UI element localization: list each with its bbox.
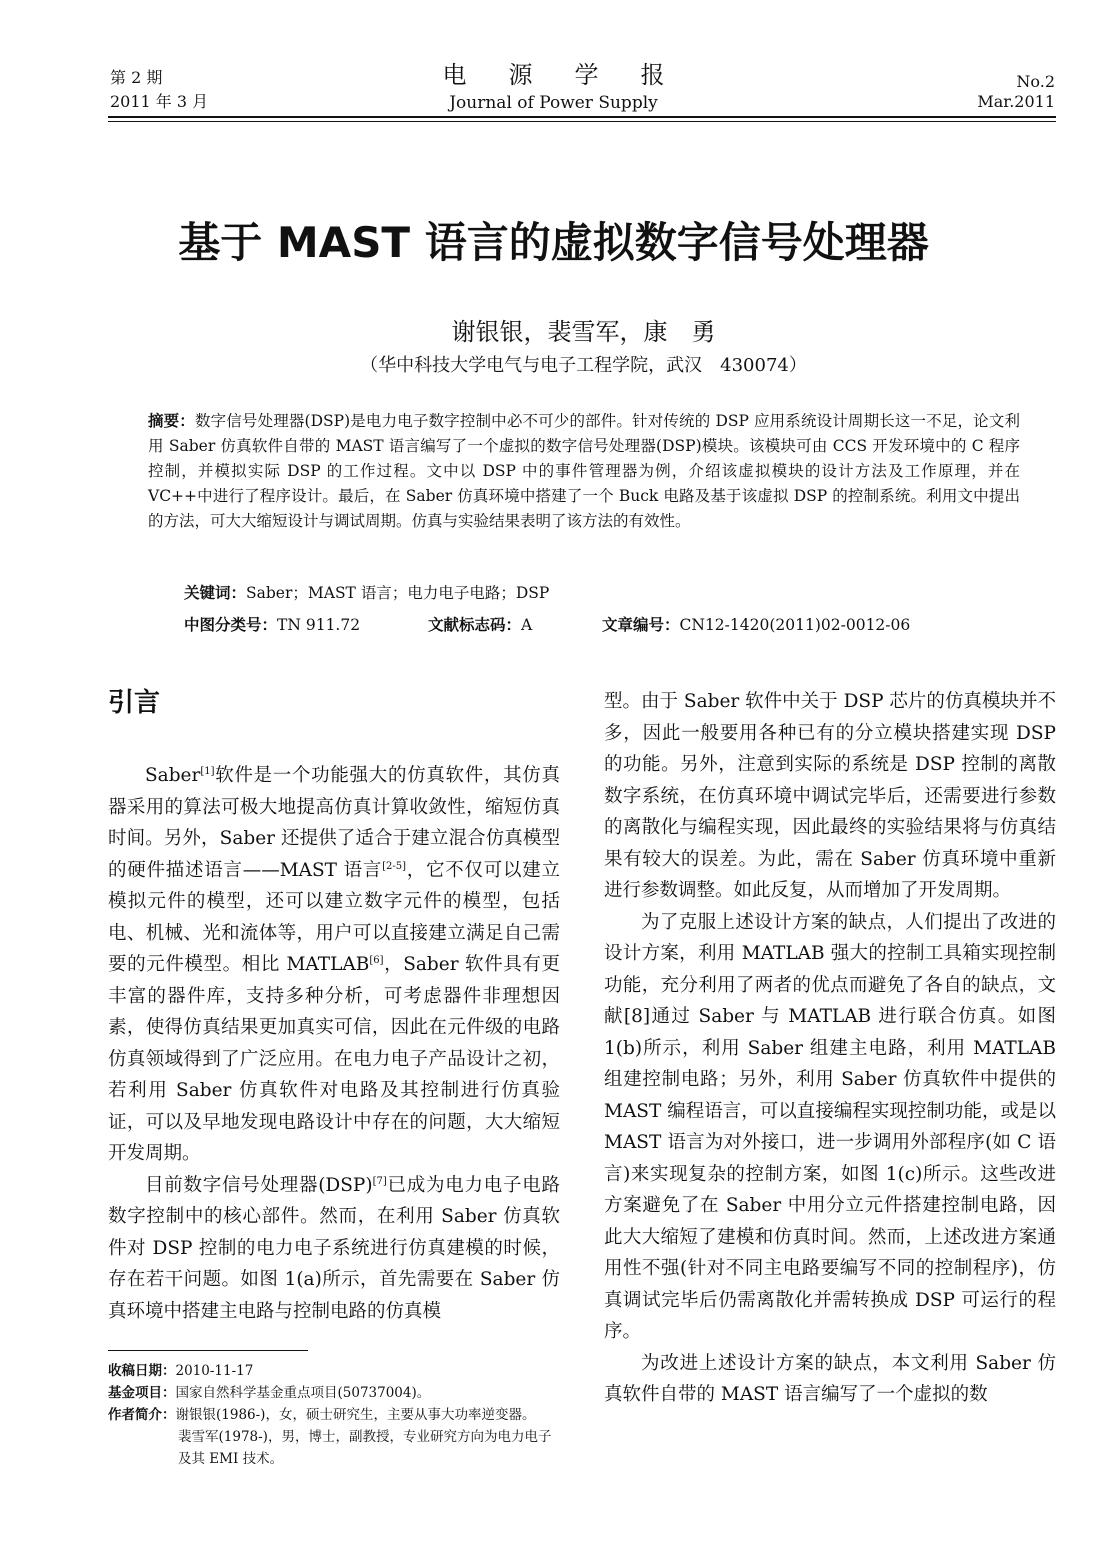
journal-name-cn: 电源学报 <box>442 61 707 89</box>
classification-label: 中图分类号： <box>184 615 278 634</box>
body-paragraph: 型。由于 Saber 软件中关于 DSP 芯片的仿真模块并不多，因此一般要用各种已有的分立模块搭建实现 DSP 的功能。另外，注意到实际的系统是 DSP 控制的离散数字系统，在仿真环境中调试完毕后，还需要进行参数的离散化与编程实现，因此最终的实验结果将与仿真结果有较大的误差。为此，需在 Saber 仿真环境中重新进行参数调整。如此反复，从而增加了开发周期。 <box>604 691 1056 901</box>
body-paragraph <box>108 1170 560 1328</box>
footnote-rule <box>108 1350 308 1351</box>
section-heading: 引言 <box>108 688 161 718</box>
text-span: 目前数字信号处理器(DSP) <box>145 1174 373 1196</box>
text-span: 已成为电力电子电路数字控制中的核心部件。然而，在利用 Saber 仿真软件对 DSP 控制的电力电子系统进行仿真建模的时候，存在若干问题。如图 1(a)所示，首先需要在 Saber 仿真环境中搭建主电路与控制电路的仿真模 <box>108 1174 560 1322</box>
body-paragraph <box>108 760 560 1170</box>
article-number-text: CN12-1420(2011)02-0012-06 <box>679 616 911 634</box>
issue-number-en: No.2 <box>1016 72 1055 91</box>
footnote-fund <box>108 1382 563 1404</box>
citation: [2-5] <box>382 860 407 872</box>
issue-number-cn: 第 2 期 <box>110 68 163 87</box>
document-code-label: 文献标志码： <box>428 615 522 634</box>
footnote-bio-continued: 裴雪军(1978-)，男，博士，副教授，专业研究方向为电力电子及其 EMI 技术。 <box>178 1429 552 1467</box>
article-number-label: 文章编号： <box>602 615 680 634</box>
header-issue-en <box>977 72 1055 112</box>
citation: [1] <box>200 765 215 777</box>
footnote-label: 收稿日期： <box>108 1363 176 1379</box>
text-span: 软件是一个功能强大的仿真软件，其仿真器采用的算法可极大地提高仿真计算收敛性，缩短仿真时间。另外，Saber 还提供了适合于建立混合仿真模型的硬件描述语言——MAST 语言 <box>108 765 560 881</box>
paper-title: 基于 MAST 语言的虚拟数字信号处理器 <box>178 218 929 267</box>
issue-date-en: Mar.2011 <box>977 92 1055 111</box>
body-paragraph: 为了克服上述设计方案的缺点，人们提出了改进的设计方案，利用 MATLAB 强大的控制工具箱实现控制功能，充分利用了两者的优点而避免了各自的缺点，文献[8]通过 Saber 与 MATLAB 进行联合仿真。如图 1(b)所示，利用 Saber 组建主电路，利用 MATLAB 组建控制电路；另外，利用 Saber 仿真软件中提供的 MAST 编程语言，可以直接编程实现控制功能，或是以 MAST 语言为对外接口，进一步调用外部程序(如 C 语言)来实现复杂的控制方案，如图 1(c)所示。这些改进方案避免了在 Saber 中用分立元件搭建控制电路，因此大大缩短了建模和仿真时间。然而，上述改进方案通用性不强(针对不同主电路要编写不同的控制程序)，仿真调试完毕后仍需离散化并需转换成 DSP 可运行的程序。 <box>604 911 1056 1342</box>
citation: [6] <box>369 954 384 966</box>
footnote-text: 2010-11-17 <box>175 1363 254 1379</box>
footnote-label: 作者简介： <box>108 1407 176 1423</box>
footnotes <box>108 1360 563 1470</box>
header-rule <box>108 116 1056 118</box>
body-column-right <box>604 686 1056 1411</box>
keywords-label: 关键词： <box>184 583 247 602</box>
text-span: ，它不仅可以建立模拟元件的模型，还可以建立数字元件的模型，包括电、机械、光和流体等，用户可以直接建立满足自己需要的元件模型。相比 MATLAB <box>108 859 560 975</box>
abstract <box>148 408 1020 534</box>
journal-name <box>0 60 1107 114</box>
text-span: ，Saber 软件具有更丰富的器件库，支持多种分析，可考虑器件非理想因素，使得仿真结果更加真实可信，因此在元件级的电路仿真领域得到了广泛应用。在电力电子产品设计之初，若利用 Saber 仿真软件对电路及其控制进行仿真验证，可以及早地发现电路设计中存在的问题，大大缩短开发周期。 <box>108 954 560 1164</box>
body-column-left <box>108 760 560 1327</box>
footnote-bio <box>108 1404 563 1426</box>
journal-name-en: Journal of Power Supply <box>449 93 658 113</box>
footnote-label: 基金项目： <box>108 1385 176 1401</box>
footnote-text: 谢银银(1986-)，女，硕士研究生，主要从事大功率逆变器。 <box>175 1407 536 1423</box>
body-paragraph: 为改进上述设计方案的缺点，本文利用 Saber 仿真软件自带的 MAST 语言编写了一个虚拟的数 <box>604 1352 1056 1405</box>
footnote-received <box>108 1360 563 1382</box>
paper-authors: 谢银银，裴雪军，康 勇 <box>451 318 716 346</box>
header-rule-thin <box>108 121 1056 122</box>
abstract-label: 摘要： <box>148 411 195 430</box>
article-number <box>602 614 910 636</box>
paper-affiliation: （华中科技大学电气与电子工程学院，武汉 430074） <box>360 355 807 376</box>
classification-text: TN 911.72 <box>277 616 361 634</box>
issue-date-cn: 2011 年 3 月 <box>110 92 209 111</box>
classification-number <box>184 614 360 636</box>
citation: [7] <box>372 1175 387 1187</box>
document-code <box>428 614 532 636</box>
footnote-text: 国家自然科学基金重点项目(50737004)。 <box>175 1385 431 1401</box>
keywords <box>184 582 549 604</box>
abstract-text: 数字信号处理器(DSP)是电力电子数字控制中必不可少的部件。针对传统的 DSP 应用系统设计周期长这一不足，论文利用 Saber 仿真软件自带的 MAST 语言编写了一个虚拟的数字信号处理器(DSP)模块。该模块可由 CCS 开发环境中的 C 程序控制，并模拟实际 DSP 的工作过程。文中以 DSP 中的事件管理器为例，介绍该虚拟模块的设计方法及工作原理，并在 VC++中进行了程序设计。最后，在 Saber 仿真环境中搭建了一个 Buck 电路及基于该虚拟 DSP 的控制系统。利用文中提出的方法，可大大缩短设计与调试周期。仿真与实验结果表明了该方法的有效性。 <box>148 412 1020 530</box>
document-code-text: A <box>521 616 533 634</box>
keywords-text: Saber；MAST 语言；电力电子电路；DSP <box>246 584 550 602</box>
text-span: Saber <box>145 765 201 786</box>
